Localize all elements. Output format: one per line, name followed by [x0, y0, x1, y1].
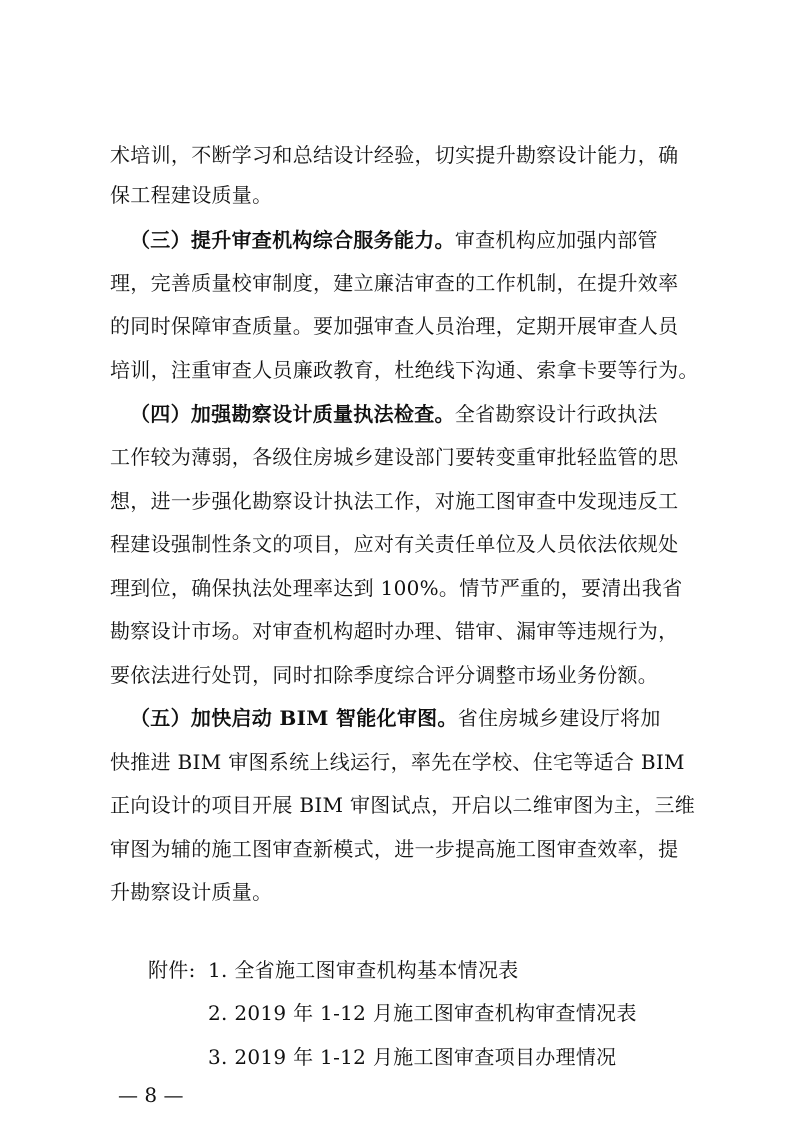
body-line-12: 勘察设计市场。对审查机构超时办理、错审、漏审等违规行为， — [110, 619, 679, 643]
body-line-11: 理到位，确保执法处理率达到 100%。情节严重的，要清出我省 — [110, 576, 683, 600]
body-line-8: 工作较为薄弱，各级住房城乡建设部门要转变重审批轻监管的思 — [110, 445, 679, 469]
attachment-item-3: 3. 2019 年 1-12 月施工图审查项目办理情况 — [208, 1045, 617, 1069]
section-four-heading: （四）加强勘察设计质量执法检查。 — [130, 402, 455, 426]
body-line-15: 快推进 BIM 审图系统上线运行，率先在学校、住宅等适合 BIM — [110, 750, 685, 774]
body-line-6: 培训，注重审查人员廉政教育，杜绝线下沟通、索拿卡要等行为。 — [110, 358, 699, 382]
attachment-item-2: 2. 2019 年 1-12 月施工图审查机构审查情况表 — [208, 1001, 637, 1025]
section-four-lead-text: 全省勘察设计行政执法 — [454, 402, 658, 426]
body-line-1: 术培训，不断学习和总结设计经验，切实提升勘察设计能力，确 — [110, 143, 679, 167]
attachments-label: 附件: — [148, 958, 196, 982]
body-line-2: 保工程建设质量。 — [110, 183, 273, 207]
section-five-heading-line — [130, 703, 710, 733]
body-line-5: 的同时保障审查质量。要加强审查人员治理，定期开展审查人员 — [110, 314, 679, 338]
body-line-16: 正向设计的项目开展 BIM 审图试点，开启以二维审图为主，三维 — [110, 793, 696, 817]
body-line-18: 升勘察设计质量。 — [110, 880, 273, 904]
attachment-item-1: 1. 全省施工图审查机构基本情况表 — [208, 958, 519, 982]
section-five-heading: （五）加快启动 BIM 智能化审图。 — [130, 706, 458, 730]
section-four-heading-line — [130, 399, 710, 429]
body-line-13: 要依法进行处罚，同时扣除季度综合评分调整市场业务份额。 — [110, 663, 659, 687]
section-three-heading: （三）提升审查机构综合服务能力。 — [130, 228, 455, 252]
page-number: — 8 — — [118, 1083, 184, 1107]
body-line-4: 理，完善质量校审制度，建立廉洁审查的工作机制，在提升效率 — [110, 271, 679, 295]
body-line-10: 程建设强制性条文的项目，应对有关责任单位及人员依法依规处 — [110, 532, 679, 556]
section-three-heading-line — [130, 225, 710, 255]
section-three-lead-text: 审查机构应加强内部管 — [454, 228, 658, 252]
body-line-17: 审图为辅的施工图审查新模式，进一步提高施工图审查效率，提 — [110, 837, 679, 861]
section-five-lead-text: 省住房城乡建设厅将加 — [457, 706, 661, 730]
body-line-9: 想，进一步强化勘察设计执法工作，对施工图审查中发现违反工 — [110, 489, 679, 513]
